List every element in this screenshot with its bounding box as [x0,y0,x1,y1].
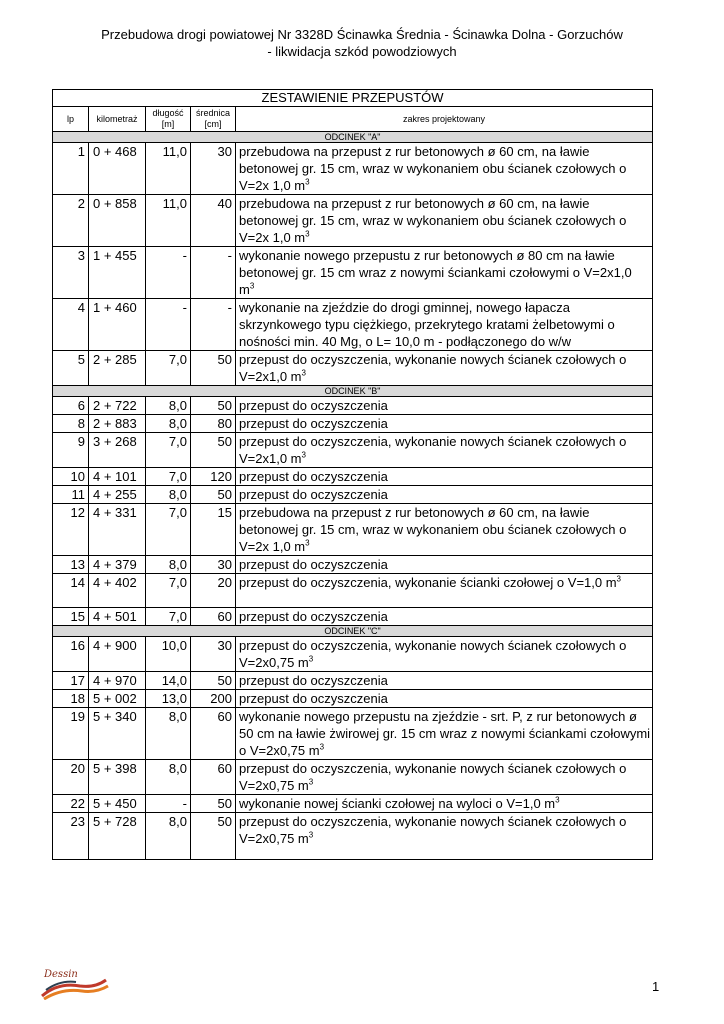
table-header-row [53,107,653,132]
table-row [53,143,653,195]
cell-kilometraz: 3 + 268 [89,433,146,468]
cell-lp: 8 [53,415,89,433]
cell-diameter: 200 [191,690,236,708]
cell-scope [236,468,653,486]
table-row [53,195,653,247]
table-row [53,247,653,299]
cell-kilometraz: 4 + 402 [89,574,146,608]
table-row [53,556,653,574]
scope-text: przepust do oczyszczenia [239,557,388,572]
cell-diameter: 60 [191,608,236,626]
unit-exponent: 3 [305,538,310,548]
cell-lp: 16 [53,637,89,672]
cell-scope [236,556,653,574]
table-row [53,813,653,860]
cell-kilometraz: 5 + 340 [89,708,146,760]
cell-kilometraz: 2 + 883 [89,415,146,433]
scope-text: przepust do oczyszczenia [239,691,388,706]
cell-length: 11,0 [146,195,191,247]
cell-scope [236,795,653,813]
table-row [53,608,653,626]
header-title: Przebudowa drogi powiatowej Nr 3328D Ścinawka Średnia - Ścinawka Dolna - Gorzuchów [101,27,623,42]
scope-text: przebudowa na przepust z rur betonowych ø 60 cm, na ławie betonowej gr. 15 cm, wraz w wykonaniem obu ścianek czołowych o V=2x 1,0 m [239,196,627,245]
table-row [53,468,653,486]
table-row [53,504,653,556]
scope-text: przepust do oczyszczenia, wykonanie nowych ścianek czołowych o V=2x1,0 m [239,434,627,466]
cell-length: 7,0 [146,351,191,386]
cell-scope [236,195,653,247]
scope-text: przepust do oczyszczenia [239,469,388,484]
cell-kilometraz: 5 + 450 [89,795,146,813]
table-row [53,351,653,386]
col-header-length: długość [m] [146,107,191,132]
cell-kilometraz: 4 + 331 [89,504,146,556]
scope-text: przepust do oczyszczenia [239,609,388,624]
cell-diameter: 50 [191,351,236,386]
cell-kilometraz: 2 + 285 [89,351,146,386]
cell-kilometraz: 4 + 255 [89,486,146,504]
unit-exponent: 3 [555,795,560,805]
unit-exponent: 3 [301,368,306,378]
cell-length: 7,0 [146,504,191,556]
cell-lp: 3 [53,247,89,299]
cell-length: 7,0 [146,608,191,626]
cell-scope [236,433,653,468]
cell-length: 8,0 [146,708,191,760]
cell-diameter: 50 [191,813,236,860]
cell-kilometraz: 5 + 002 [89,690,146,708]
cell-lp: 1 [53,143,89,195]
cell-lp: 15 [53,608,89,626]
cell-scope [236,708,653,760]
cell-length: - [146,795,191,813]
cell-kilometraz: 1 + 460 [89,299,146,351]
cell-diameter: 80 [191,415,236,433]
cell-scope [236,672,653,690]
cell-length: 7,0 [146,433,191,468]
cell-lp: 5 [53,351,89,386]
table-row [53,299,653,351]
cell-length: - [146,247,191,299]
scope-text: przepust do oczyszczenia [239,673,388,688]
cell-scope [236,299,653,351]
cell-diameter: - [191,299,236,351]
cell-diameter: 50 [191,795,236,813]
cell-lp: 19 [53,708,89,760]
cell-length: 8,0 [146,760,191,795]
scope-text: wykonanie nowej ścianki czołowej na wyloci o V=1,0 m [239,796,556,811]
table-row [53,708,653,760]
section-name: ODCINEK "B" [53,386,653,397]
cell-diameter: 15 [191,504,236,556]
scope-text: przebudowa na przepust z rur betonowych ø 60 cm, na ławie betonowej gr. 15 cm, wraz w wykonaniem obu ścianek czołowych o V=2x 1,0 m [239,144,627,193]
unit-exponent: 3 [308,654,314,664]
unit-exponent: 3 [305,229,310,239]
cell-diameter: 50 [191,433,236,468]
table-row [53,433,653,468]
cell-length: 10,0 [146,637,191,672]
scope-text: przepust do oczyszczenia, wykonanie nowych ścianek czołowych o V=2x0,75 m [239,761,627,793]
cell-length: 11,0 [146,143,191,195]
cell-lp: 2 [53,195,89,247]
culverts-table [52,89,653,860]
cell-kilometraz: 5 + 728 [89,813,146,860]
scope-text: przepust do oczyszczenia, wykonanie nowych ścianek czołowych o V=2x0,75 m [239,638,627,670]
cell-kilometraz: 4 + 501 [89,608,146,626]
section-name: ODCINEK "C" [53,626,653,637]
cell-scope [236,397,653,415]
scope-text: wykonanie na zjeździe do drogi gminnej, nowego łapacza skrzynkowego typu ciężkiego, przekrytego kratami żelbetowymi o nośności min. 40 Mg, o L= 10,0 m - podłączonego do w/w [239,300,615,349]
cell-diameter: 30 [191,556,236,574]
unit-exponent: 3 [308,830,314,840]
cell-length: 8,0 [146,486,191,504]
cell-diameter: 30 [191,637,236,672]
cell-scope [236,247,653,299]
culverts-table-container [52,89,652,860]
cell-length: 14,0 [146,672,191,690]
cell-scope [236,690,653,708]
cell-diameter: - [191,247,236,299]
table-row [53,672,653,690]
cell-diameter: 50 [191,397,236,415]
scope-text: wykonanie nowego przepustu z rur betonowych ø 80 cm na ławie betonowej gr. 15 cm wraz z nowymi ściankami czołowymi o V=2x1,0 m [239,248,632,297]
cell-diameter: 40 [191,195,236,247]
scope-text: przebudowa na przepust z rur betonowych ø 60 cm, na ławie betonowej gr. 15 cm, wraz w wykonaniem obu ścianek czołowych o V=2x 1,0 m [239,505,627,554]
page-number: 1 [652,979,660,994]
section-header-row [53,132,653,143]
col-header-km: kilometraż [89,107,146,132]
cell-scope [236,143,653,195]
cell-diameter: 20 [191,574,236,608]
cell-scope [236,608,653,626]
cell-kilometraz: 4 + 101 [89,468,146,486]
cell-length: - [146,299,191,351]
cell-diameter: 60 [191,760,236,795]
table-row [53,415,653,433]
cell-scope [236,486,653,504]
cell-lp: 22 [53,795,89,813]
cell-length: 7,0 [146,574,191,608]
cell-diameter: 50 [191,672,236,690]
cell-length: 8,0 [146,415,191,433]
section-header-row [53,386,653,397]
cell-kilometraz: 0 + 468 [89,143,146,195]
cell-kilometraz: 5 + 398 [89,760,146,795]
unit-exponent: 3 [616,574,621,584]
cell-lp: 9 [53,433,89,468]
document-header [0,26,724,60]
cell-scope [236,760,653,795]
cell-scope [236,813,653,860]
table-row [53,637,653,672]
cell-length: 8,0 [146,556,191,574]
table-row [53,760,653,795]
cell-lp: 13 [53,556,89,574]
unit-exponent: 3 [301,450,306,460]
scope-text: przepust do oczyszczenia, wykonanie nowych ścianek czołowych o V=2x1,0 m [239,352,627,384]
cell-scope [236,351,653,386]
table-row [53,690,653,708]
cell-diameter: 50 [191,486,236,504]
table-row [53,795,653,813]
cell-scope [236,415,653,433]
table-row [53,486,653,504]
company-logo-icon [40,966,112,1000]
unit-exponent: 3 [305,177,310,187]
cell-lp: 20 [53,760,89,795]
cell-lp: 4 [53,299,89,351]
cell-lp: 6 [53,397,89,415]
table-title: ZESTAWIENIE PRZEPUSTÓW [53,90,653,107]
cell-kilometraz: 4 + 900 [89,637,146,672]
scope-text: przepust do oczyszczenia, wykonanie nowych ścianek czołowych o V=2x0,75 m [239,814,627,846]
scope-text: przepust do oczyszczenia, wykonanie ścianki czołowej o V=1,0 m [239,575,617,590]
cell-kilometraz: 2 + 722 [89,397,146,415]
cell-length: 8,0 [146,397,191,415]
scope-text: przepust do oczyszczenia [239,416,388,431]
col-header-scope: zakres projektowany [236,107,653,132]
cell-lp: 18 [53,690,89,708]
unit-exponent: 3 [319,742,325,752]
section-name: ODCINEK "A" [53,132,653,143]
cell-lp: 11 [53,486,89,504]
cell-diameter: 120 [191,468,236,486]
cell-diameter: 30 [191,143,236,195]
cell-scope [236,504,653,556]
header-subtitle: - likwidacja szkód powodziowych [267,44,457,59]
cell-lp: 14 [53,574,89,608]
scope-text: przepust do oczyszczenia [239,487,388,502]
cell-lp: 10 [53,468,89,486]
col-header-lp: lp [53,107,89,132]
scope-text: przepust do oczyszczenia [239,398,388,413]
col-header-diameter: średnica [cm] [191,107,236,132]
cell-scope [236,637,653,672]
cell-kilometraz: 4 + 970 [89,672,146,690]
table-row [53,397,653,415]
cell-lp: 12 [53,504,89,556]
cell-diameter: 60 [191,708,236,760]
logo-text: Dessin [44,969,78,980]
unit-exponent: 3 [249,281,255,291]
cell-length: 8,0 [146,813,191,860]
cell-kilometraz: 4 + 379 [89,556,146,574]
cell-scope [236,574,653,608]
table-row [53,574,653,608]
cell-lp: 17 [53,672,89,690]
scope-text: wykonanie nowego przepustu na zjeździe - srt. P, z rur betonowych ø 50 cm na ławie żwirowej gr. 15 cm wraz z nowymi ściankami czołowymi o V=2x0,75 m [239,709,651,758]
section-header-row [53,626,653,637]
cell-length: 7,0 [146,468,191,486]
cell-lp: 23 [53,813,89,860]
cell-length: 13,0 [146,690,191,708]
cell-kilometraz: 0 + 858 [89,195,146,247]
unit-exponent: 3 [308,777,314,787]
cell-kilometraz: 1 + 455 [89,247,146,299]
